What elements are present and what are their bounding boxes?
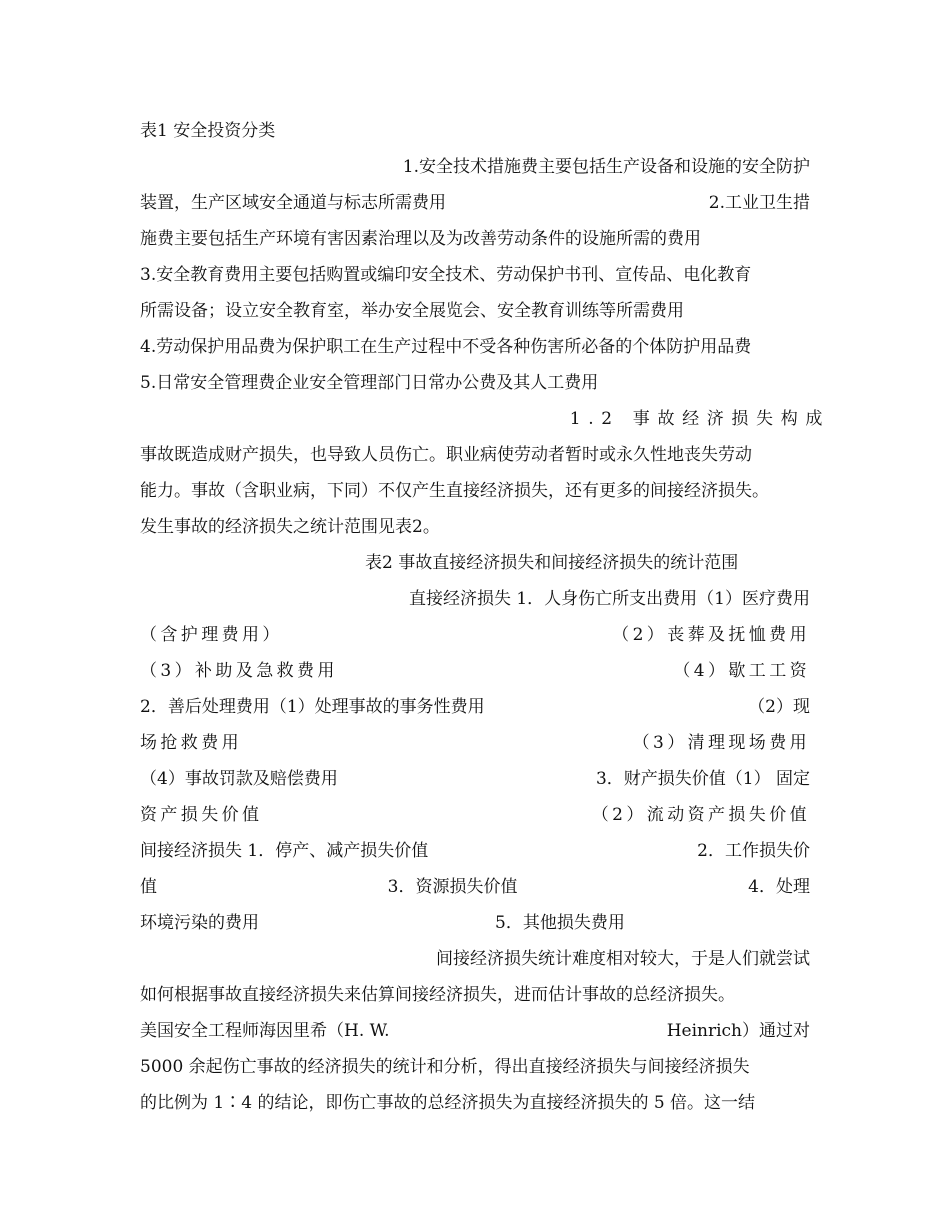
text-line: 的比例为 1∶4 的结论，即伤亡事故的总经济损失为直接经济损失的 5 倍。这一结 bbox=[140, 1093, 756, 1113]
text-line: 事故既造成财产损失，也导致人员伤亡。职业病使劳动者暂时或永久性地丧失劳动 bbox=[140, 445, 752, 465]
text-line: 施费主要包括生产环境有害因素治理以及为改善劳动条件的设施所需的费用 bbox=[140, 229, 701, 249]
text-segment: （4）事故罚款及赔偿费用 bbox=[140, 769, 338, 789]
text-segment: （3）清理现场费用 bbox=[632, 733, 810, 753]
text-line bbox=[140, 185, 810, 221]
text-segment: 美国安全工程师海因里希（H. W. bbox=[140, 1021, 390, 1041]
text-segment: 2．善后处理费用（1）处理事故的事务性费用 bbox=[140, 697, 485, 717]
text-line: 间接经济损失统计难度相对较大，于是人们就尝试 bbox=[436, 949, 810, 969]
text-line: 直接经济损失 1．人身伤亡所支出费用（1）医疗费用 bbox=[408, 589, 810, 609]
text-segment: 资产损失价值 bbox=[140, 805, 263, 825]
text-line bbox=[140, 797, 810, 833]
text-segment: 5．其他损失费用 bbox=[495, 913, 625, 933]
text-segment: （3）补助及急救费用 bbox=[140, 661, 338, 681]
text-segment: （2）丧葬及抚恤费用 bbox=[612, 625, 810, 645]
text-segment: 2．工作损失价 bbox=[697, 841, 810, 861]
text-segment: 间接经济损失 1．停产、减产损失价值 bbox=[140, 841, 429, 861]
text-segment: 2.工业卫生措 bbox=[708, 193, 810, 213]
text-line: 如何根据事故直接经济损失来估算间接经济损失，进而估计事故的总经济损失。 bbox=[140, 985, 735, 1005]
text-segment: 环境污染的费用 bbox=[140, 913, 259, 933]
text-segment: Heinrich）通过对 bbox=[666, 1021, 810, 1041]
table1-title: 表1 安全投资分类 bbox=[140, 121, 276, 141]
text-segment: （含护理费用） bbox=[140, 625, 283, 645]
text-line bbox=[140, 725, 810, 761]
text-segment: 4．处理 bbox=[748, 877, 810, 897]
text-line: 能力。事故（含职业病，下同）不仅产生直接经济损失，还有更多的间接经济损失。 bbox=[140, 481, 769, 501]
text-line bbox=[140, 1013, 810, 1049]
text-segment: （2）现 bbox=[748, 697, 810, 717]
text-line bbox=[140, 617, 810, 653]
section-heading: 1.2 事故经济损失构成 bbox=[569, 409, 830, 429]
text-line: 5000 余起伤亡事故的经济损失的统计和分析，得出直接经济损失与间接经济损失 bbox=[140, 1057, 750, 1077]
text-line: 4.劳动保护用品费为保护职工在生产过程中不受各种伤害所必备的个体防护用品费 bbox=[140, 337, 752, 357]
text-segment: 场抢救费用 bbox=[140, 733, 242, 753]
table2-title: 表2 事故直接经济损失和间接经济损失的统计范围 bbox=[365, 553, 739, 573]
text-segment: 值 bbox=[140, 877, 157, 897]
text-segment: 3．资源损失价值 bbox=[387, 877, 518, 897]
text-line: 发生事故的经济损失之统计范围见表2。 bbox=[140, 517, 440, 537]
text-line: 所需设备；设立安全教育室，举办安全展览会、安全教育训练等所需费用 bbox=[140, 301, 684, 321]
text-line bbox=[140, 869, 810, 905]
text-line bbox=[140, 905, 810, 941]
text-line bbox=[140, 689, 810, 725]
text-line: 1.安全技术措施费主要包括生产设备和设施的安全防护 bbox=[402, 157, 810, 177]
text-segment: 装置，生产区域安全通道与标志所需费用 bbox=[140, 193, 446, 213]
text-line bbox=[140, 833, 810, 869]
text-line bbox=[140, 761, 810, 797]
text-segment: （2）流动资产损失价值 bbox=[591, 805, 810, 825]
text-line: 5.日常安全管理费企业安全管理部门日常办公费及其人工费用 bbox=[140, 373, 599, 393]
text-line: 3.安全教育费用主要包括购置或编印安全技术、劳动保护书刊、宣传品、电化教育 bbox=[140, 265, 752, 285]
text-segment: （4）歇工工资 bbox=[673, 661, 810, 681]
text-line bbox=[140, 653, 810, 689]
text-segment: 3．财产损失价值（1） 固定 bbox=[595, 769, 810, 789]
